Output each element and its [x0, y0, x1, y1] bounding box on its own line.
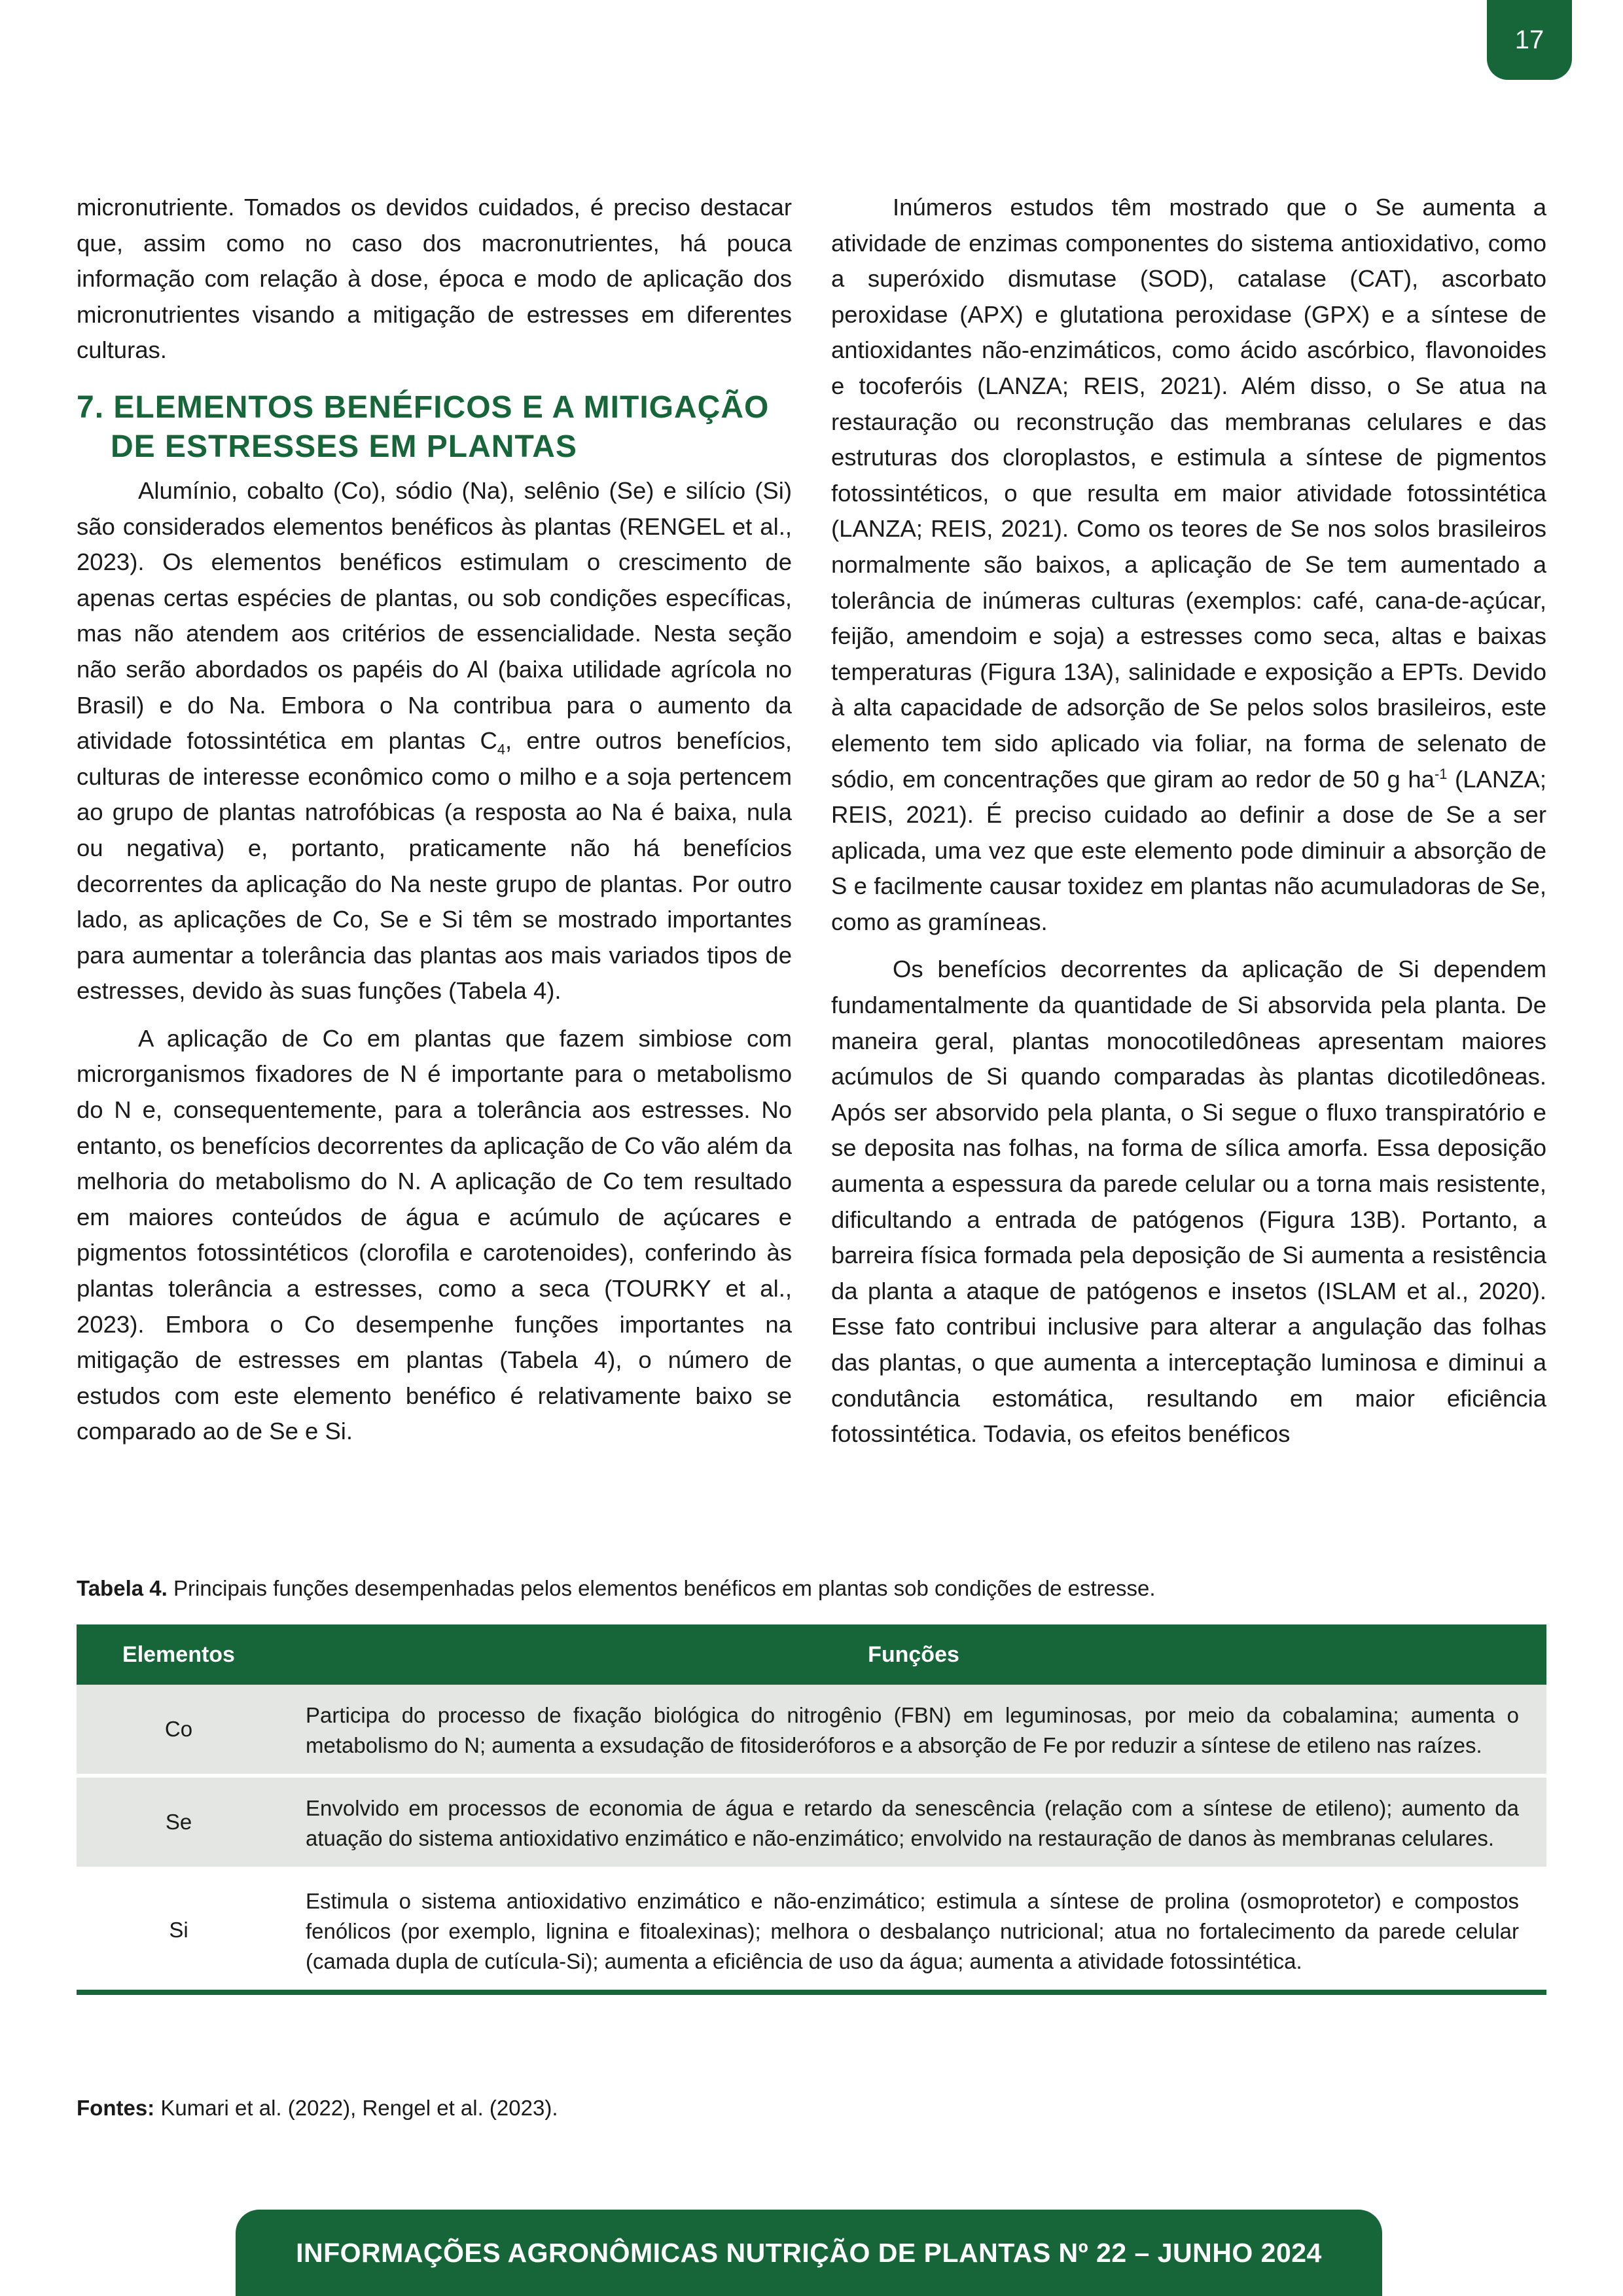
table-row [77, 1685, 1546, 1776]
superscript: -1 [1434, 765, 1448, 782]
element-cell: Co [77, 1685, 281, 1776]
subscript: 4 [497, 741, 505, 758]
table-caption [77, 1573, 1546, 1604]
table-header-row [77, 1624, 1546, 1685]
text-run: Alumínio, cobalto (Co), sódio (Na), selênio (Se) e silício (Si) são considerados elementos benéficos às plantas (RENGEL et al., 2023). Os elementos benéficos estimulam o crescimento de apenas certas espécies de plantas, ou sob condições específicas, mas não atendem aos critérios de essencialidade. Nesta seção não serão abordados os papéis do Al (baixa utilidade agrícola no Brasil) e do Na. Embora o Na contribua para o aumento da atividade fotossintética em plantas C [77, 476, 792, 755]
paragraph-selenium [831, 190, 1546, 940]
right-column [831, 190, 1546, 1452]
paragraph-silicon: Os benefícios decorrentes da aplicação de Si dependem fundamentalmente da quantidade de Si absorvida pela planta. De maneira geral, plantas monocotiledôneas apresentam maiores acúmulos de Si quando comparadas às plantas dicotiledôneas. Após ser absorvido pela planta, o Si segue o fluxo transpiratório e se deposita nas folhas, na forma de sílica amorfa. Essa deposição aumenta a espessura da parede celular ou a torna mais resistente, dificultando a entrada de patógenos (Figura 13B). Portanto, a barreira física formada pela deposição de Si aumenta a resistência da planta a ataque de patógenos e insetos (ISLAM et al., 2020). Esse fato contribui inclusive para alterar a angulação das folhas das plantas, o que aumenta a interceptação luminosa e diminui a condutância estomática, resultando em maior eficiência fotossintética. Todavia, os efeitos benéficos [831, 956, 1546, 1448]
paragraph-cobalt: A aplicação de Co em plantas que fazem simbiose com microrganismos fixadores de N é importante para o metabolismo do N e, consequentemente, para a tolerância aos estresses. No entanto, os benefícios decorrentes da aplicação de Co vão além da melhoria do metabolismo do N. A aplicação de Co tem resultado em maiores conteúdos de água e acúmulo de açúcares e pigmentos fotossintéticos (clorofila e carotenoides), conferindo às plantas tolerância a estresses, como a seca (TOURKY et al., 2023). Embora o Co desempenhe funções importantes na mitigação de estresses em plantas (Tabela 4), o número de estudos com este elemento benéfico é relativamente baixo se comparado ao de Se e Si. [77, 1024, 792, 1445]
table-sources [77, 2093, 1546, 2123]
left-column [77, 190, 792, 1450]
page-number: 17 [1487, 0, 1572, 80]
caption-label: Tabela 4. [77, 1576, 168, 1600]
element-cell: Si [77, 1869, 281, 1992]
text-run: Inúmeros estudos têm mostrado que o Se aumenta a atividade de enzimas componentes do sistema antioxidativo, como a superóxido dismutase (SOD), catalase (CAT), ascorbato peroxidase (APX) e glutationa peroxidase (GPX) e a síntese de antioxidantes não-enzimáticos, como ácido ascórbico, flavonoides e tocoferóis (LANZA; REIS, 2021). Além disso, o Se atua na restauração ou reconstrução das membranas celulares e das estruturas dos cloroplastos, e estimula a síntese de pigmentos fotossintéticos, o que resulta em maior atividade fotossintética (LANZA; REIS, 2021). Como os teores de Se nos solos brasileiros normalmente são baixos, a aplicação de Se tem aumentado a tolerância de inúmeras culturas (exemplos: café, cana-de-açúcar, feijão, amendoim e soja) a estresses como seca, altas e baixas temperaturas (Figura 13A), salinidade e exposição a EPTs. Devido à alta capacidade de adsorção de Se pelos solos brasileiros, este elemento tem sido aplicado via foliar, na forma de selenato de sódio, em concentrações que giram ao redor de 50 g ha [831, 194, 1546, 793]
caption-text: Principais funções desempenhadas pelos elementos benéficos em plantas sob condições de estresse. [167, 1576, 1156, 1600]
header-functions: Funções [281, 1624, 1546, 1685]
table-4 [77, 1624, 1546, 1995]
footer-banner: INFORMAÇÕES AGRONÔMICAS NUTRIÇÃO DE PLANTAS Nº 22 – JUNHO 2024 [236, 2210, 1382, 2296]
sources-label: Fontes: [77, 2096, 155, 2120]
sources-text: Kumari et al. (2022), Rengel et al. (2023). [154, 2096, 558, 2120]
functions-cell: Participa do processo de fixação biológica do nitrogênio (FBN) em leguminosas, por meio da cobalamina; aumenta o metabolismo do N; aumenta a exsudação de fitosideróforos e a absorção de Fe por reduzir a síntese de etileno nas raízes. [281, 1685, 1546, 1776]
functions-cell: Envolvido em processos de economia de água e retardo da senescência (relação com a síntese de etileno); aumento da atuação do sistema antioxidativo enzimático e não-enzimático; envolvido na restauração de danos às membranas celulares. [281, 1776, 1546, 1869]
element-cell: Se [77, 1776, 281, 1869]
table-row [77, 1776, 1546, 1869]
text-run: , entre outros benefícios, culturas de interesse econômico como o milho e a soja pertencem ao grupo de plantas natrofóbicas (a resposta ao Na é baixa, nula ou negativa) e, portanto, praticamente não há benefícios decorrentes da aplicação do Na neste grupo de plantas. Por outro lado, as aplicações de Co, Se e Si têm se mostrado importantes para aumentar a tolerância das plantas aos mais variados tipos de estresses, devido às suas funções (Tabela 4). [77, 727, 792, 1005]
section-heading: 7. ELEMENTOS BENÉFICOS E A MITIGAÇÃO DE ESTRESSES EM PLANTAS [77, 389, 770, 464]
paragraph-intro: micronutriente. Tomados os devidos cuidados, é preciso destacar que, assim como no caso dos macronutrientes, há pouca informação com relação à dose, época e modo de aplicação dos micronutrientes visando a mitigação de estresses em diferentes culturas. [77, 194, 792, 364]
text-run: (LANZA; REIS, 2021). É preciso cuidado ao definir a dose de Se a ser aplicada, uma vez que este elemento pode diminuir a absorção de S e facilmente causar toxidez em plantas não acumuladoras de Se, como as gramíneas. [831, 765, 1546, 935]
paragraph-beneficial-elements [77, 473, 792, 1009]
table-row [77, 1869, 1546, 1992]
functions-table [77, 1624, 1546, 1995]
functions-cell: Estimula o sistema antioxidativo enzimático e não-enzimático; estimula a síntese de prolina (osmoprotetor) e compostos fenólicos (por exemplo, lignina e fitoalexinas); melhora o desbalanço nutricional; atua no fortalecimento da parede celular (camada dupla de cutícula-Si); aumenta a eficiência de uso da água; aumenta a atividade fotossintética. [281, 1869, 1546, 1992]
header-elements: Elementos [77, 1624, 281, 1685]
